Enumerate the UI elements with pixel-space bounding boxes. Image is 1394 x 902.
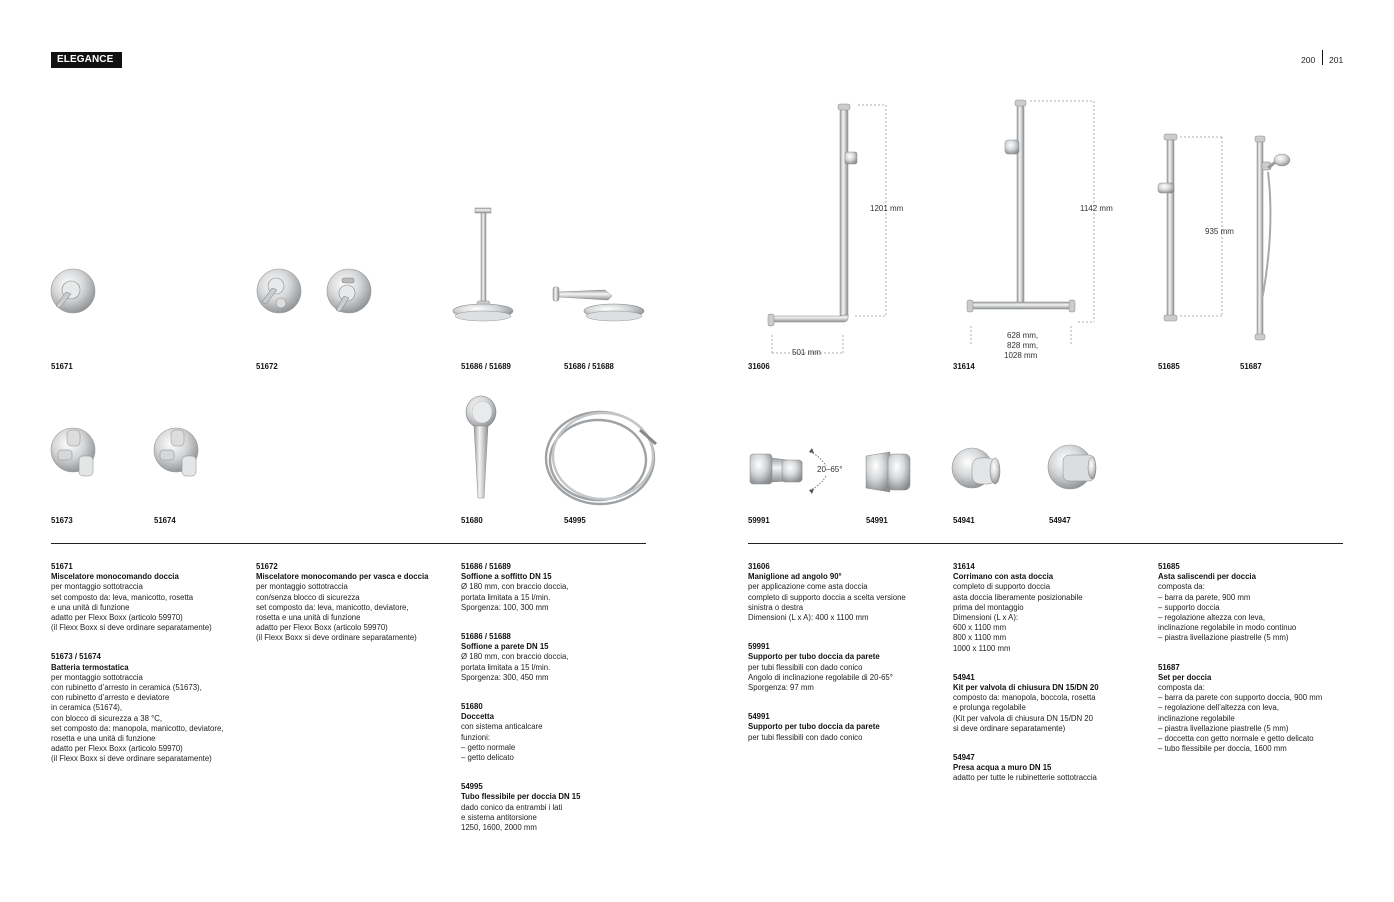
- thermostat-51673-image: [51, 428, 95, 476]
- page-number-left: 200: [1301, 55, 1316, 65]
- desc-item: 54995 Tubo flessibile per doccia DN 15 dado conico da entrambi i lati e sistema antitorsione 1250, 1600, 2000 mm: [461, 782, 581, 833]
- desc-item: 51673 / 51674 Batteria termostatica per montaggio sottotraccia con rubinetto d’arresto in ceramica (51673), con rubinetto d’arresto e deviatore in ceramica (51674), con blocco di sicurezza a 38 °C, set composto da: manopola, manicotto, deviatore, rosetta e una unità di funzione adatto per Flexx Boxx (articolo 59970) (il Flexx Boxx si deve ordinare separatamente): [51, 652, 224, 764]
- dim-height-51685: 935 mm: [1205, 227, 1234, 236]
- code-54947: 54947: [1049, 516, 1071, 525]
- code-51687: 51687: [1240, 362, 1262, 371]
- desc-item: 51687 Set per doccia composta da: – barra da parete con supporto doccia, 900 mm – regolazione dell’altezza con leva, inclinazione regolabile – piastra livellazione piastrelle (5 mm) – doccetta con getto normale e getto delicato – tubo flessibile per doccia, 1600 mm: [1158, 662, 1323, 754]
- code-54941: 54941: [953, 516, 975, 525]
- desc-column-2: [256, 562, 451, 663]
- wall-bracket-59991-image: [750, 448, 826, 494]
- t-grab-bar-image: [967, 100, 1094, 344]
- corner-grab-bar-image: [768, 104, 886, 353]
- code-54995: 54995: [564, 516, 586, 525]
- mixer-51672-image: [257, 269, 371, 313]
- code-51686-51689: 51686 / 51689: [461, 362, 511, 371]
- desc-item: 54947 Presa acqua a muro DN 15 adatto per tutte le rubinetterie sottotraccia: [953, 753, 1097, 783]
- desc-item: 51671 Miscelatore monocomando doccia per montaggio sottotraccia set composto da: leva, manicotto, rosetta e una unità di funzione adatto per Flexx Boxx (articolo 59970) (il Flexx Boxx si deve ordinare separatamente): [51, 562, 212, 633]
- dim-angle-59991: 20–65°: [817, 465, 843, 474]
- code-51673: 51673: [51, 516, 73, 525]
- code-51674: 51674: [154, 516, 176, 525]
- dim-height-31606: 1201 mm: [870, 204, 904, 213]
- desc-item: 54991 Supporto per tubo doccia da parete per tubi flessibili con dado conico: [748, 712, 880, 742]
- desc-item: 31606 Maniglione ad angolo 90° per applicazione come asta doccia completo di supporto doccia a scelta versione sinistra o destra Dimensioni (L x A): 400 x 1100 mm: [748, 562, 906, 623]
- code-51686-51688: 51686 / 51688: [564, 362, 614, 371]
- desc-item: 31614 Corrimano con asta doccia completo di supporto doccia asta doccia liberamente posizionabile prima del montaggio Dimensioni (L x A): 600 x 1100 mm 800 x 1100 mm 1000 x 1100 mm: [953, 562, 1083, 653]
- divider-left: [51, 543, 646, 544]
- desc-item: 51686 / 51689 Soffione a soffitto DN 15 Ø 180 mm, con braccio doccia, portata limitata a 15 l/min. Sporgenza: 100, 300 mm: [461, 562, 569, 612]
- desc-item: 59991 Supporto per tubo doccia da parete per tubi flessibili con dado conico Angolo di inclinazione regolabile di 20-65° Sporgenza: 97 mm: [748, 642, 893, 693]
- hand-shower-image: [466, 396, 496, 498]
- section-badge: ELEGANCE: [51, 52, 122, 68]
- wall-shower-image: [553, 287, 644, 321]
- code-51680: 51680: [461, 516, 483, 525]
- dim-height-31614: 1142 mm: [1080, 204, 1113, 213]
- dim-width-31606: 501 mm: [792, 348, 821, 357]
- code-59991: 59991: [748, 516, 770, 525]
- code-54991: 54991: [866, 516, 888, 525]
- desc-item: 51685 Asta saliscendi per doccia composta da: – barra da parete, 900 mm – supporto doccia – regolazione altezza con leva, inclinazione regolabile in modo continuo – piastra livellazione piastrelle (5 mm): [1158, 562, 1297, 643]
- mixer-51671-image: [51, 269, 95, 313]
- desc-column-4: [748, 562, 943, 762]
- thermostat-51674-image: [154, 428, 198, 476]
- code-51672: 51672: [256, 362, 278, 371]
- desc-column-3: [461, 562, 656, 852]
- dim-width-31614-c: 1028 mm: [1004, 351, 1038, 360]
- desc-item: 51686 / 51688 Soffione a parete DN 15 Ø 180 mm, con braccio doccia, portata limitata a 15 l/min. Sporgenza: 300, 450 mm: [461, 632, 569, 682]
- desc-item: 54941 Kit per valvola di chiusura DN 15/DN 20 composto da: manopola, boccola, rosetta e prolunga regolabile (Kit per valvola di chiusura DN 15/DN 20 si deve ordinare separatamente): [953, 672, 1099, 733]
- page-number-right: 201: [1329, 55, 1344, 65]
- dim-width-31614-b: 828 mm,: [1007, 341, 1039, 350]
- desc-item: 51680 Doccetta con sistema anticalcare funzioni: – getto normale – getto delicato: [461, 702, 543, 763]
- code-51685: 51685: [1158, 362, 1180, 371]
- shower-hose-image: [546, 412, 656, 504]
- desc-column-5: [953, 562, 1148, 803]
- wall-bracket-54991-image: [866, 452, 910, 492]
- shower-set-51687-image: [1255, 136, 1290, 340]
- valve-kit-54941-image: [952, 448, 1000, 488]
- desc-item: 51672 Miscelatore monocomando per vasca e doccia per montaggio sottotraccia con/senza blocco di sicurezza set composto da: leva, manicotto, deviatore, rosetta e una unità di funzione adatto per Flexx Boxx (articolo 59970) (il Flexx Boxx si deve ordinare separatamente): [256, 562, 429, 643]
- wall-outlet-54947-image: [1048, 445, 1096, 489]
- ceiling-shower-image: [453, 208, 513, 321]
- code-31606: 31606: [748, 362, 770, 371]
- code-31614: 31614: [953, 362, 975, 371]
- dim-width-31614-a: 628 mm,: [1007, 331, 1039, 340]
- desc-column-6: [1158, 562, 1343, 773]
- divider-right: [748, 543, 1343, 544]
- code-51671: 51671: [51, 362, 73, 371]
- desc-column-1: [51, 562, 246, 784]
